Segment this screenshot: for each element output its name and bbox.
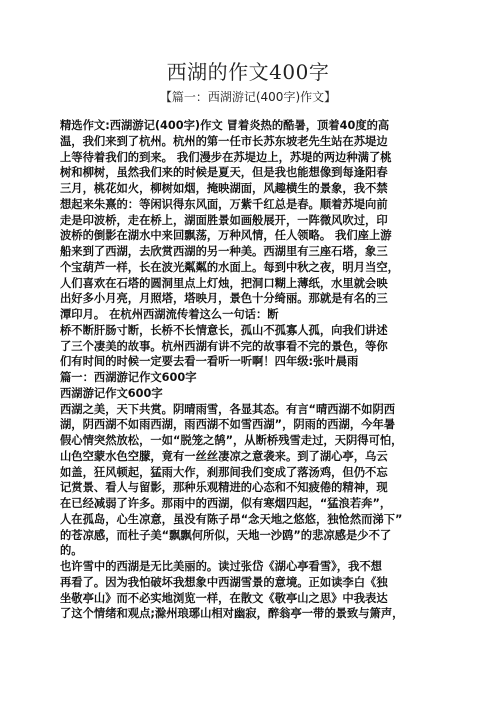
body-line: 坐敬亭山》而不必实地浏览一样，在散文《敬亭山之思》中我表达	[60, 591, 388, 605]
body-line: 的苍凉感，而杜子美“飘飘何所似，天地一沙鸥”的悲凉感是少不了	[60, 528, 392, 542]
body-line: 出好多小月亮，月照塔，塔映月，景色十分绮丽。那就是有名的三	[60, 292, 388, 306]
body-line: 再看了。因为我怕破坏我想象中西湖雪景的意境。正如读李白《独	[60, 575, 388, 589]
body-line: 了三个凄美的故事。杭州西湖有讲不完的故事看不完的景色，等你	[60, 339, 388, 353]
body-line: 潭印月。 在杭州西湖流传着这么一句话：断	[60, 308, 279, 321]
document-body	[60, 118, 436, 622]
body-line: 温，我们来到了杭州。杭州的第一任市长苏东坡老先生站在苏堤边	[60, 134, 388, 148]
body-line: 上等待着我们的到来。 我们漫步在苏堤边上，苏堤的两边种满了桃	[60, 150, 392, 164]
body-line: 想起来朱熹的：等闲识得东风面，万紫千红总是春。顺着苏堤向前	[60, 197, 388, 211]
body-line: 波桥的倒影在湖水中来回飘荡，万种风情，任人领略。 我们座上游	[60, 229, 392, 243]
body-line: 精选作文:西湖游记(400字)作文 冒着炎热的酷暑，顶着40度的高	[60, 119, 390, 132]
body-line: 如盖，狂风顿起，猛雨大作，刹那间我们变成了落汤鸡，但仍不忘	[60, 465, 388, 479]
body-line: 船来到了西湖，去欣赏西湖的另一种美。西湖里有三座石塔，象三	[60, 245, 388, 258]
body-line: 在已经减弱了许多。那雨中的西湖，似有寒烟四起，“猛浪若奔”，	[60, 497, 392, 510]
body-line: 三月，桃花如火，柳树如烟，掩映湖面，风趣横生的景象，我不禁	[60, 182, 388, 195]
body-line: 走是印波桥，走在桥上，湖面胜景如画般展开，一阵微风吹过，印	[60, 213, 388, 227]
body-line: 人在孤岛，心生凉意，虽没有陈子昂“念天地之悠悠，独怆然而涕下”	[60, 512, 403, 526]
body-line: 人们喜欢在石塔的圆洞里点上灯烛，把洞口糊上薄纸，水里就会映	[60, 276, 388, 290]
body-line: 树和柳树，虽然我们来的时候是夏天，但是我也能想像到每逢阳春	[60, 166, 388, 180]
body-line: 的。	[60, 544, 83, 558]
body-line: 西湖之美，天下共赏。阴晴雨雪，各显其态。有言“晴西湖不如阴西	[60, 402, 396, 416]
document-title: 西湖的作文400字	[166, 60, 330, 84]
body-line: 篇一：西湖游记作文600字	[60, 371, 197, 384]
body-line: 个宝葫芦一样，长在波光粼粼的水面上。每到中秋之夜，明月当空，	[60, 260, 399, 274]
document-subtitle: 【篇一：西湖游记(400字)作文】	[159, 90, 337, 104]
body-line: 也许雪中的西湖是无比美丽的。读过张岱《湖心亭看雪》，我不想	[60, 560, 382, 573]
body-line: 记赏景、看人与留影，那种乐观精进的心态和不知疲倦的精神，现	[60, 481, 388, 495]
body-line: 了这个情绪和观点;滁州琅琊山相对幽寂，醉翁亭一带的景致与箫声，	[60, 607, 404, 621]
body-line: 湖，阴西湖不如雨西湖，雨西湖不如雪西湖”，阴雨的西湖，今年暑	[60, 418, 396, 432]
body-line: 桥不断肝肠寸断，长桥不长情意长，孤山不孤寡人孤，向我们讲述	[60, 323, 388, 337]
body-line: 山色空蒙水色空朦，竟有一丝丝凄凉之意袭来。到了湖心亭，乌云	[60, 449, 388, 463]
body-line: 们有时间的时候一定要去看一看听一听啊！四年级:张叶晨雨	[60, 355, 359, 369]
body-line: 假心情突然放松，一如“脱笼之鹄”，从断桥残雪走过，天阴得可怕，	[60, 434, 403, 447]
body-line: 西湖游记作文600字	[60, 386, 163, 400]
